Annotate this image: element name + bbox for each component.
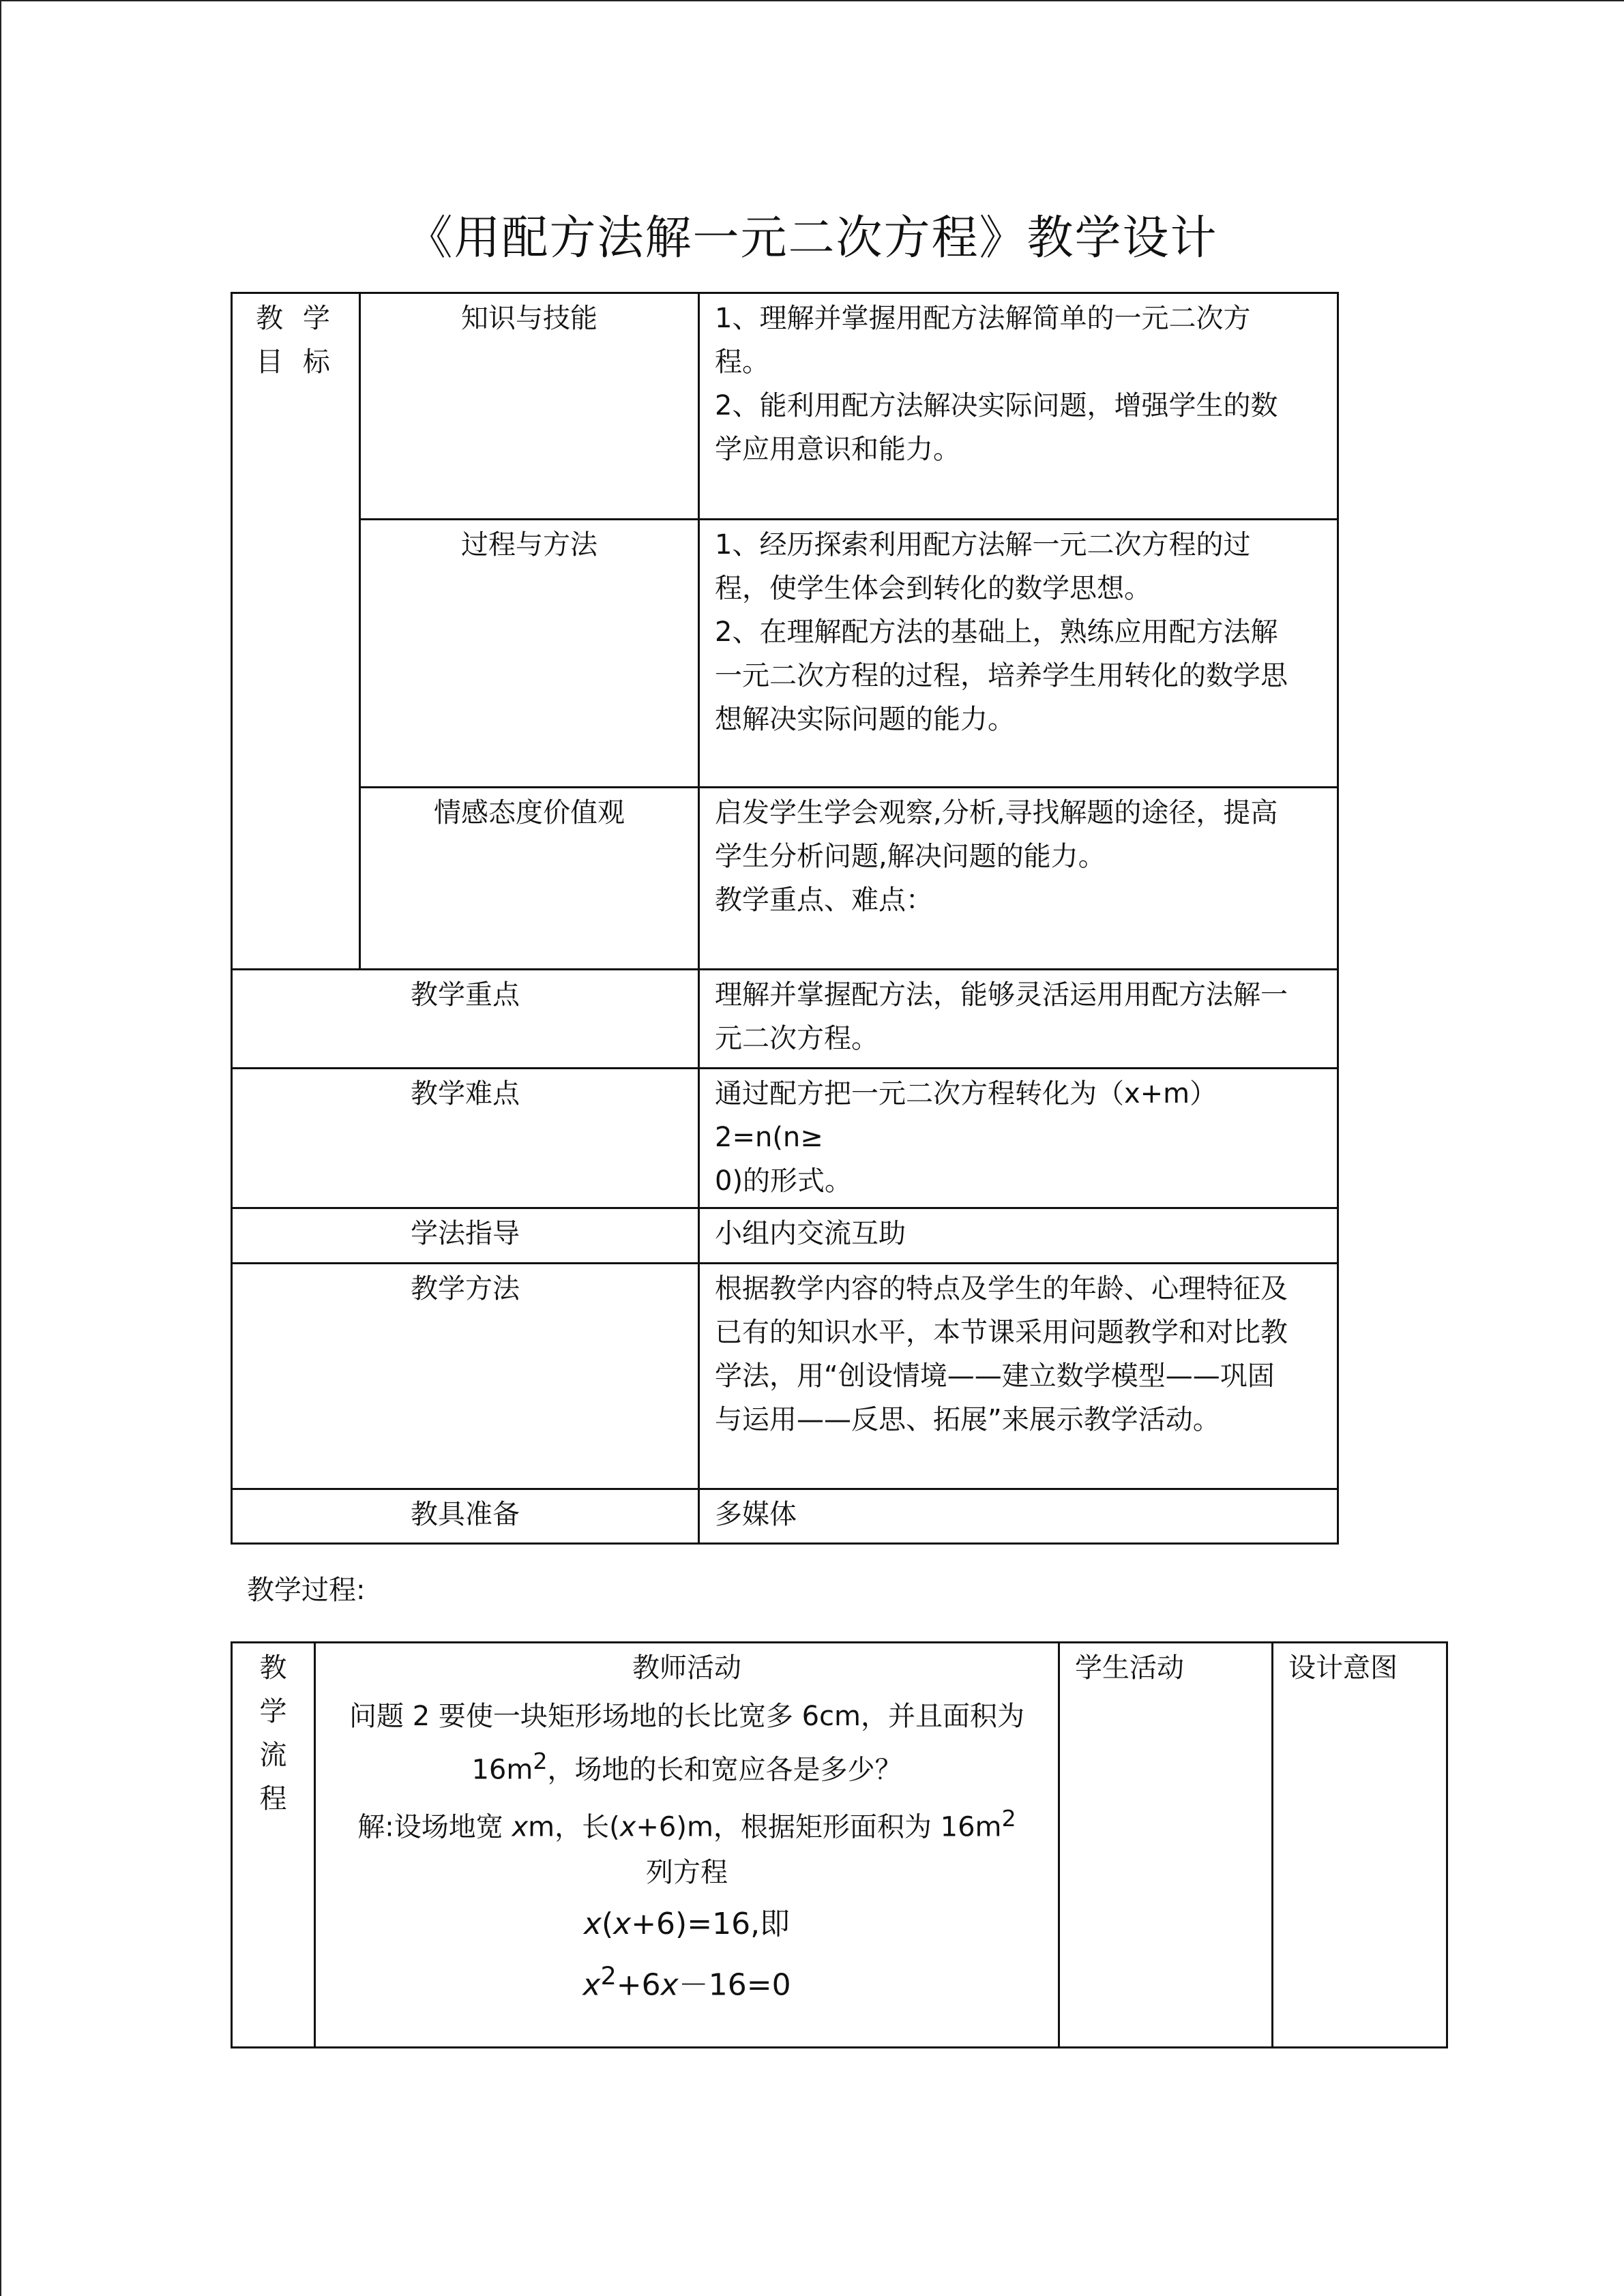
- design-intent-cell: [1273, 1643, 1447, 2048]
- equation-1: x(x+6)=16,即: [583, 1906, 791, 1941]
- row-label: 知识与技能: [360, 293, 699, 520]
- student-activity-cell: [1059, 1643, 1273, 2048]
- teacher-activity-cell: [315, 1643, 1059, 2048]
- table-row: [232, 1643, 1447, 2048]
- row-content: 1、经历探索利用配方法解一元二次方程的过 程，使学生体会到转化的数学思想。 2、在理解配方法的基础上，熟练应用配方法解 一元二次方程的过程，培养学生用转化的数学思 想解决实际问题的能力。: [699, 520, 1338, 788]
- flow-label: 教 学 流 程: [232, 1643, 315, 2048]
- objectives-table: [231, 292, 1339, 1545]
- objectives-group-label: 教 学 目 标: [232, 293, 360, 970]
- table-row: [232, 1264, 1338, 1489]
- table-row: [232, 1208, 1338, 1264]
- row-content: 小组内交流互助: [699, 1208, 1338, 1264]
- row-content: 多媒体: [699, 1489, 1338, 1544]
- row-label: 过程与方法: [360, 520, 699, 788]
- row-content: 启发学生学会观察,分析,寻找解题的途径，提高 学生分析问题,解决问题的能力。 教学重点、难点：: [699, 788, 1338, 970]
- table-row: [232, 293, 1338, 520]
- row-content: 1、理解并掌握用配方法解简单的一元二次方 程。 2、能利用配方法解决实际问题，增强学生的数 学应用意识和能力。: [699, 293, 1338, 520]
- process-table: [231, 1641, 1448, 2048]
- page-title: 《用配方法解一元二次方程》教学设计: [406, 211, 1218, 265]
- row-label: 教学难点: [232, 1069, 699, 1208]
- row-label: 教学重点: [232, 970, 699, 1069]
- table-row: [232, 788, 1338, 970]
- equation-2: $x^2+6x-16=0$: [582, 1960, 791, 2003]
- row-label: 教具准备: [232, 1489, 699, 1544]
- row-label: 情感态度价值观: [360, 788, 699, 970]
- table-row: [232, 1069, 1338, 1208]
- teacher-activity-header: 教师活动: [632, 1652, 741, 1684]
- table-row: [232, 520, 1338, 788]
- table-row: [232, 970, 1338, 1069]
- design-intent-header: 设计意图: [1288, 1652, 1398, 1684]
- table-row: [232, 1489, 1338, 1544]
- row-content: 根据教学内容的特点及学生的年龄、心理特征及 已有的知识水平，本节课采用问题教学和对比教 学法，用“创设情境——建立数学模型——巩固 与运用——反思、拓展”来展示教学活动。: [699, 1264, 1338, 1489]
- row-content: 通过配方把一元二次方程转化为（x+m）2=n(n≥ 0)的形式。: [699, 1069, 1338, 1208]
- process-section-label: 教学过程:: [247, 1575, 366, 1606]
- solution-text: 解:设场地宽 xm，长(x+6)m，根据矩形面积为 $16m^2$ 列方程: [357, 1805, 1016, 1888]
- row-label: 学法指导: [232, 1208, 699, 1264]
- student-activity-header: 学生活动: [1075, 1652, 1184, 1684]
- problem-text: 问题 2 要使一块矩形场地的长比宽多 6cm，并且面积为 $16m^2$，场地的长和宽应各是多少？: [349, 1701, 1024, 1786]
- row-content: 理解并掌握配方法，能够灵活运用用配方法解一 元二次方程。: [699, 970, 1338, 1069]
- row-label: 教学方法: [232, 1264, 699, 1489]
